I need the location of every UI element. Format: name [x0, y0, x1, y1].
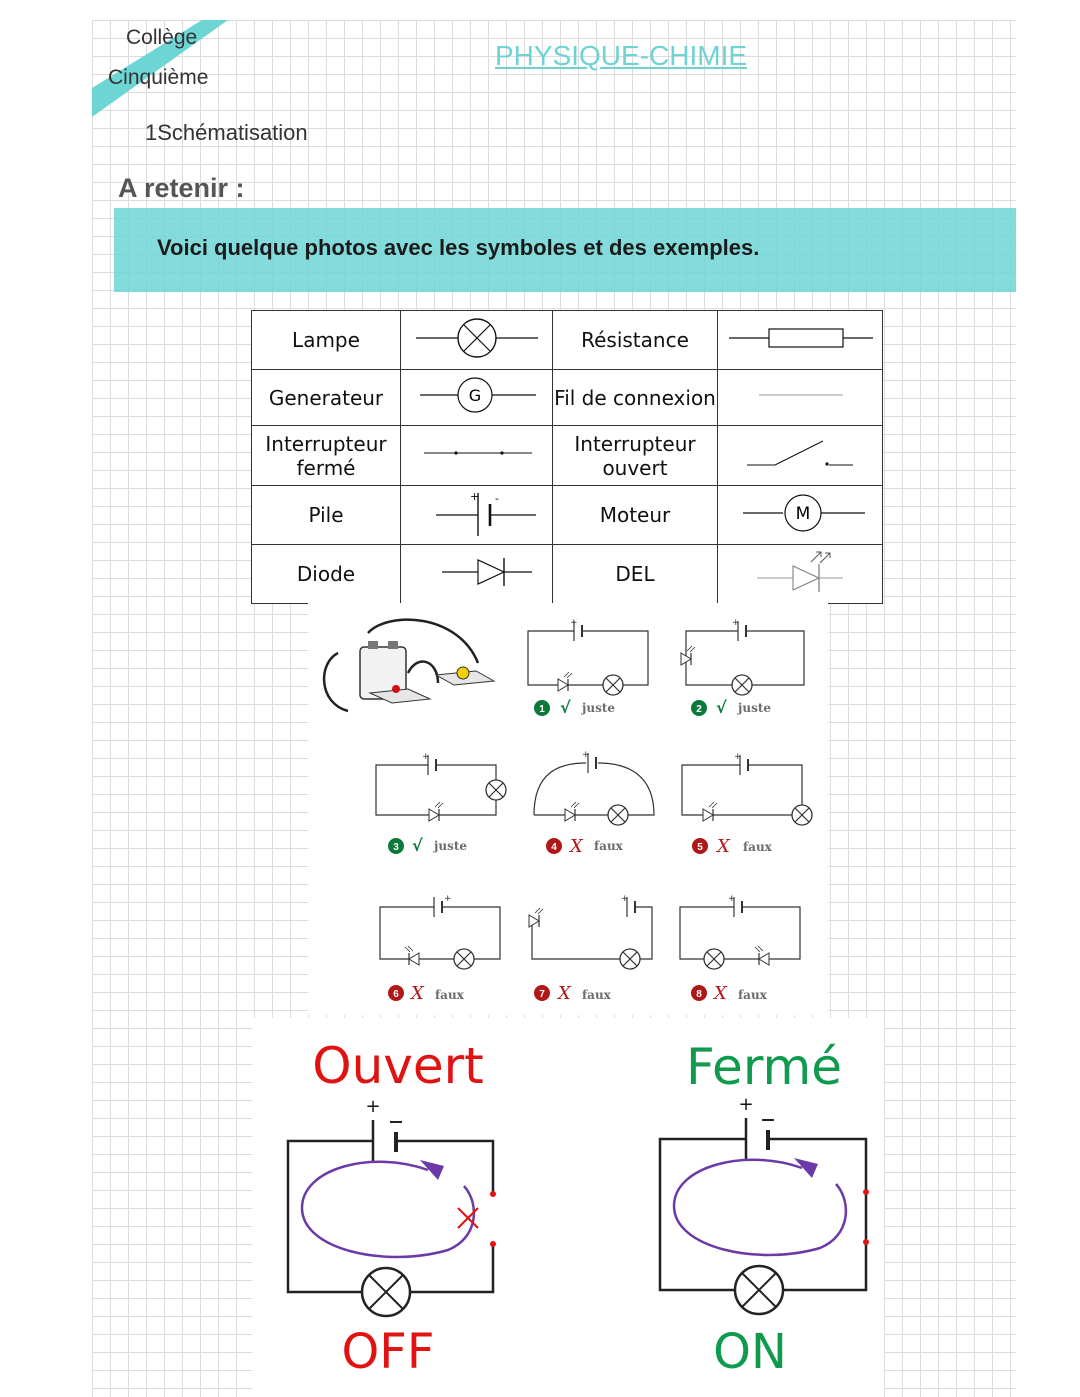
verdict-label: [691, 698, 771, 717]
motor-glyph: M: [795, 503, 811, 524]
circuit-example-1: [528, 618, 648, 695]
plus-sign: +: [728, 894, 736, 904]
verdict-text: juste: [582, 701, 615, 715]
symbol-label: Pile: [252, 486, 401, 545]
grade-label: Cinquième: [108, 66, 209, 89]
circuit-example-2: [681, 618, 804, 695]
table-row: [252, 311, 883, 370]
verdict-label: [534, 698, 615, 717]
verdict-text: faux: [743, 840, 772, 854]
table-row: [252, 426, 883, 486]
circuit-photo-illustration: [324, 620, 494, 711]
verdict-label: [388, 836, 467, 855]
verdict-number: 6: [393, 989, 399, 1000]
symbol-label: Résistance: [553, 311, 718, 370]
symbol-label: Interrupteur ouvert: [553, 426, 718, 486]
symbol-label: Diode: [252, 545, 401, 604]
circuit-examples-figure: [308, 603, 828, 1015]
table-row: [252, 370, 883, 426]
plus-sign: +: [444, 894, 452, 904]
closed-circuit: [660, 1038, 869, 1380]
verdict-text: faux: [594, 839, 623, 853]
symbol-label: Lampe: [252, 311, 401, 370]
plus-sign: +: [365, 1096, 381, 1117]
switch-states-figure: [252, 1018, 884, 1397]
check-mark-icon: √: [412, 836, 423, 855]
table-row: [252, 486, 883, 545]
lamp-symbol: [401, 311, 553, 370]
closed-switch-symbol: [401, 426, 553, 486]
cross-mark-icon: X: [558, 983, 571, 1004]
check-mark-icon: √: [560, 698, 571, 717]
plus-sign: +: [422, 752, 430, 762]
cross-mark-icon: X: [717, 836, 730, 857]
verdict-text: faux: [582, 988, 611, 1002]
circuit-example-3: [376, 752, 506, 821]
cross-mark-icon: X: [714, 983, 727, 1004]
plus-sign: +: [570, 618, 578, 628]
generator-symbol: [401, 370, 553, 426]
verdict-label: [534, 983, 612, 1004]
symbols-table: [251, 310, 883, 604]
led-symbol: [718, 545, 883, 604]
plus-sign: +: [469, 489, 479, 503]
circuit-example-5: [682, 752, 812, 825]
open-circuit: [288, 1037, 496, 1380]
verdict-text: faux: [435, 988, 464, 1002]
plus-sign: +: [621, 894, 629, 904]
symbol-label: DEL: [553, 545, 718, 604]
verdict-text: faux: [738, 988, 767, 1002]
generator-glyph: G: [468, 386, 481, 405]
verdict-number: 5: [697, 842, 703, 853]
banner-text: Voici quelque photos avec les symboles et des exemples.: [157, 235, 760, 260]
verdict-number: 3: [393, 842, 399, 853]
section-heading: A retenir :: [118, 173, 245, 203]
circuit-example-6: [380, 894, 500, 969]
cross-mark-icon: X: [411, 983, 424, 1004]
table-row: [252, 545, 883, 604]
off-label: OFF: [341, 1324, 435, 1380]
chapter-title: 1Schématisation: [145, 120, 308, 145]
symbol-label: Generateur: [252, 370, 401, 426]
wire-symbol: [718, 370, 883, 426]
plus-sign: +: [582, 750, 590, 760]
minus-sign: -: [494, 491, 499, 505]
verdict-text: juste: [738, 701, 771, 715]
open-switch-symbol: [718, 426, 883, 486]
circuit-example-4: [534, 750, 654, 825]
subject-title[interactable]: PHYSIQUE-CHIMIE: [495, 40, 748, 71]
plus-sign: +: [738, 1094, 754, 1115]
verdict-number: 7: [539, 989, 545, 1000]
circuit-example-7: [529, 894, 652, 969]
cross-mark-icon: X: [570, 836, 583, 857]
plus-sign: +: [732, 618, 740, 628]
on-label: ON: [713, 1324, 787, 1380]
battery-symbol: [401, 486, 553, 545]
motor-symbol: [718, 486, 883, 545]
verdict-label: [692, 836, 773, 857]
verdict-text: juste: [434, 839, 467, 853]
symbol-label: Fil de connexion: [553, 370, 718, 426]
circuit-example-8: [680, 894, 800, 969]
symbol-label: Moteur: [553, 486, 718, 545]
verdict-label: [691, 983, 768, 1004]
closed-title: Fermé: [686, 1038, 842, 1096]
verdict-number: 2: [696, 704, 702, 715]
symbol-label: Interrupteur fermé: [252, 426, 401, 486]
verdict-number: 1: [539, 704, 545, 715]
open-title: Ouvert: [312, 1037, 484, 1095]
verdict-label: [388, 983, 465, 1004]
school-label: Collège: [126, 26, 198, 49]
resistor-symbol: [718, 311, 883, 370]
check-mark-icon: √: [716, 698, 727, 717]
verdict-label: [546, 836, 624, 857]
diode-symbol: [401, 545, 553, 604]
verdict-number: 4: [551, 842, 557, 853]
verdict-number: 8: [696, 989, 702, 1000]
plus-sign: +: [734, 752, 742, 762]
